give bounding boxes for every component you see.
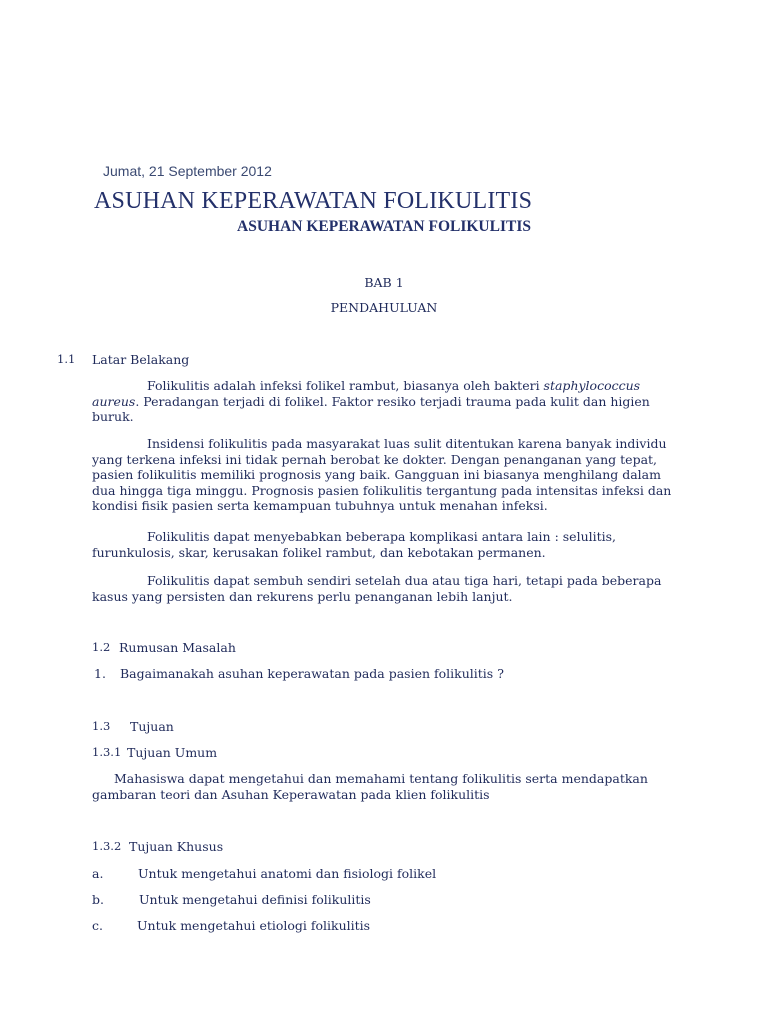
chapter-number: BAB 1 xyxy=(364,275,404,290)
chapter-title: PENDAHULUAN xyxy=(330,300,438,315)
paragraph xyxy=(92,771,682,802)
paragraph-text: Folikulitis adalah infeksi folikel rambut, biasanya oleh bakteri xyxy=(147,378,544,393)
paragraph-text: Folikulitis dapat sembuh sendiri setelah dua atau tiga hari, tetapi pada beberapa kasus yang persisten dan rekurens perlu penanganan lebih lanjut. xyxy=(92,573,662,604)
list-item: Untuk mengetahui definisi folikulitis xyxy=(139,892,371,907)
post-date: Jumat, 21 September 2012 xyxy=(103,163,272,179)
section-heading: Latar Belakang xyxy=(92,352,190,367)
section-number: 1.3 xyxy=(92,719,111,733)
post-title[interactable]: ASUHAN KEPERAWATAN FOLIKULITIS xyxy=(94,188,533,214)
paragraph-text: . Peradangan terjadi di folikel. Faktor resiko terjadi trauma pada kulit dan higien buruk. xyxy=(92,393,650,424)
paragraph-text: Insidensi folikulitis pada masyarakat luas sulit ditentukan karena banyak individu yang terkena infeksi ini tidak pernah berobat ke dokter. Dengan penanganan yang tepat, pasien folikulitis memiliki prognosis yang baik. Gangguan ini biasanya menghilang dalam dua hingga tiga minggu. Prognosis pasien folikulitis tergantung pada intensitas infeksi dan kondisi fisik pasien serta kemampuan tubuhnya untuk menahan infeksi. xyxy=(92,436,672,513)
section-heading: Tujuan xyxy=(130,719,174,734)
subsection-heading: Tujuan Umum xyxy=(127,745,218,760)
list-marker: 1. xyxy=(94,666,106,681)
list-item: Untuk mengetahui etiologi folikulitis xyxy=(137,918,371,933)
list-marker: c. xyxy=(92,918,103,933)
subsection-number: 1.3.1 xyxy=(92,745,122,759)
subsection-number: 1.3.2 xyxy=(92,839,122,853)
paragraph-text: Mahasiswa dapat mengetahui dan memahami tentang folikulitis serta mendapatkan gambaran teori dan Asuhan Keperawatan pada klien folikulitis xyxy=(92,771,648,802)
subsection-heading: Tujuan Khusus xyxy=(129,839,224,854)
section-heading: Rumusan Masalah xyxy=(119,640,236,655)
paragraph-text: Folikulitis dapat menyebabkan beberapa komplikasi antara lain : selulitis, furunkulosis, skar, kerusakan folikel rambut, dan kebotakan permanen. xyxy=(92,529,617,560)
paragraph xyxy=(92,529,682,560)
italic-term: staphylococcus aureus xyxy=(92,378,641,409)
section-number: 1.2 xyxy=(92,640,111,654)
list-marker: b. xyxy=(92,892,104,907)
paragraph xyxy=(92,573,682,604)
paragraph xyxy=(92,378,682,425)
document-title: ASUHAN KEPERAWATAN FOLIKULITIS xyxy=(237,218,531,235)
paragraph xyxy=(92,436,682,514)
list-item: Bagaimanakah asuhan keperawatan pada pasien folikulitis ? xyxy=(120,666,504,681)
list-item: Untuk mengetahui anatomi dan fisiologi folikel xyxy=(138,866,437,881)
list-marker: a. xyxy=(92,866,104,881)
section-number: 1.1 xyxy=(57,352,76,366)
